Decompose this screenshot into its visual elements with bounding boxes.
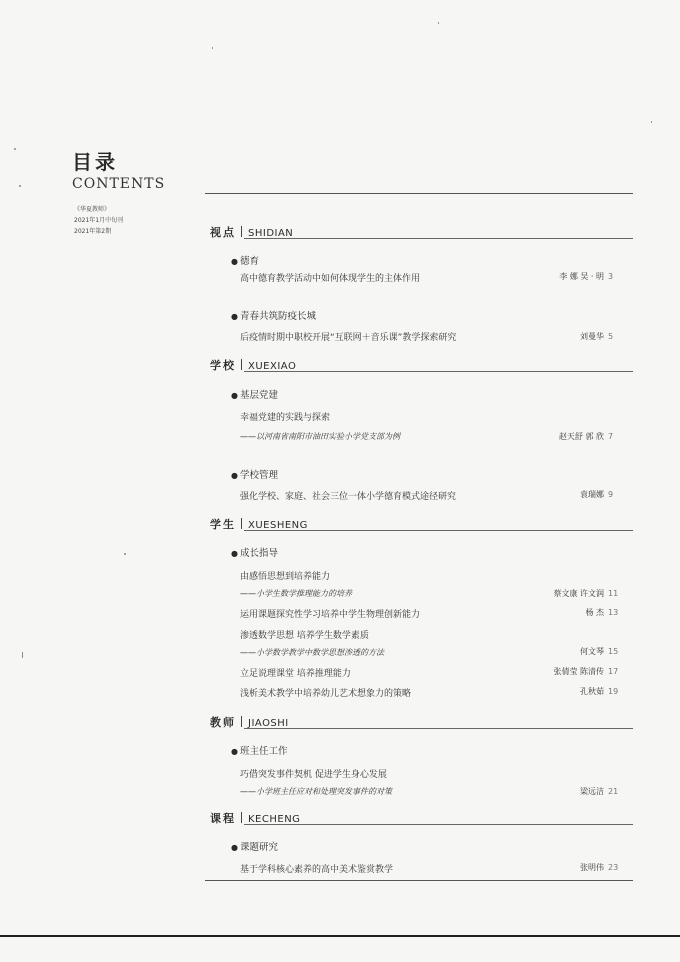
page-number: 5 <box>608 332 614 341</box>
section-name-cn: 教师 <box>210 716 236 729</box>
category-heading <box>231 545 278 559</box>
section-name-en: XUESHENG <box>248 520 308 531</box>
section-rule <box>244 238 633 239</box>
article-title[interactable]: 运用课题探究性学习培养中学生物理创新能力 <box>240 610 421 620</box>
issue-number: 2021年第2期 <box>74 228 112 235</box>
bullet-icon: ● <box>231 471 238 480</box>
bullet-icon: ● <box>231 312 238 321</box>
section-name-cn: 课程 <box>210 812 236 825</box>
article-author: 杨 杰 <box>585 608 604 617</box>
journal-name: 《华夏教师》 <box>74 206 111 213</box>
category-label: 德育 <box>239 256 259 267</box>
page-number: 21 <box>608 787 619 796</box>
article-title[interactable]: 高中德育教学活动中如何体现学生的主体作用 <box>240 274 421 284</box>
article-author: 何文琴 <box>580 647 604 656</box>
bullet-icon: ● <box>231 257 238 266</box>
bullet-icon: ● <box>231 549 238 558</box>
page-number: 9 <box>608 490 614 499</box>
article-title[interactable]: 后疫情时期中职校开展“互联网＋音乐课”教学探索研究 <box>240 333 457 343</box>
article-title[interactable]: 巧借突发事件契机 促进学生身心发展 <box>240 770 387 780</box>
article-author: 赵天舒 郭 欣 <box>558 432 604 441</box>
article-subtitle: ——小学生数学推理能力的培养 <box>240 589 352 598</box>
article-title[interactable]: 立足说理课堂 培养推理能力 <box>240 669 351 679</box>
section-name-en: SHIDIAN <box>248 228 294 239</box>
article-author: 孔秋茹 <box>580 687 604 696</box>
section-rule <box>244 530 633 531</box>
article-title[interactable]: 渗透数学思想 培养学生数学素质 <box>240 631 369 641</box>
page-number: 17 <box>608 667 619 676</box>
category-heading <box>231 839 278 853</box>
section-name-cn: 学生 <box>210 518 236 531</box>
section-bar <box>241 226 242 237</box>
bullet-icon: ● <box>231 391 238 400</box>
article-author: 梁远洁 <box>580 787 604 796</box>
scan-speck <box>212 47 213 49</box>
article-subtitle: ——小学班主任应对和处理突发事件的对策 <box>240 787 392 796</box>
section-name-cn: 学校 <box>210 359 236 372</box>
bottom-divider <box>205 880 633 881</box>
section-bar <box>241 716 242 727</box>
scan-speck <box>438 22 439 24</box>
section-bar <box>241 518 242 529</box>
section-bar <box>241 812 242 823</box>
section-rule <box>244 728 633 729</box>
category-label: 青春共筑防疫长城 <box>239 311 316 322</box>
section-name-en: KECHENG <box>248 814 301 825</box>
article-title[interactable]: 强化学校、家庭、社会三位一体小学德育模式途径研究 <box>240 492 457 502</box>
page-number: 19 <box>608 687 619 696</box>
category-label: 学校管理 <box>239 470 278 481</box>
article-title[interactable]: 由感悟思想到培养能力 <box>240 572 331 582</box>
section-rule <box>244 824 633 825</box>
section-name-en: XUEXIAO <box>248 361 297 372</box>
article-title[interactable]: 基于学科核心素养的高中美术鉴赏教学 <box>240 865 394 875</box>
scan-speck <box>651 121 652 123</box>
scan-speck <box>22 652 23 658</box>
page-number: 15 <box>608 647 619 656</box>
section-name-cn: 视点 <box>210 226 236 239</box>
article-title[interactable]: 幸福党建的实践与探索 <box>240 413 331 423</box>
category-heading <box>231 743 288 757</box>
bullet-icon: ● <box>231 843 238 852</box>
article-subtitle: ——以河南省南阳市油田实验小学党支部为例 <box>240 432 400 441</box>
article-author: 蔡文康 许文润 <box>553 589 604 598</box>
toc-subtitle: CONTENTS <box>72 176 166 192</box>
category-heading <box>231 253 259 267</box>
article-author: 张倩莹 陈清传 <box>553 667 604 676</box>
page-number: 11 <box>608 589 619 598</box>
article-author: 袁瑞娜 <box>580 490 604 499</box>
scan-speck <box>19 185 21 187</box>
category-label: 班主任工作 <box>239 746 288 757</box>
page-number: 7 <box>608 432 614 441</box>
section-rule <box>244 371 633 372</box>
category-label: 课题研究 <box>239 842 278 853</box>
page-number: 3 <box>608 272 614 281</box>
article-title[interactable]: 浅析美术教学中培养幼儿艺术想象力的策略 <box>240 689 412 699</box>
category-heading <box>231 308 316 322</box>
section-bar <box>241 359 242 370</box>
top-divider <box>205 193 633 194</box>
article-subtitle: ——小学数学教学中数学思想渗透的方法 <box>240 648 384 657</box>
category-heading <box>231 387 278 401</box>
issue-date: 2021年1月中旬刊 <box>74 217 124 224</box>
section-name-en: JIAOSHI <box>248 718 289 729</box>
article-author: 张明伟 <box>580 863 604 872</box>
article-author: 李 娜 吴 · 明 <box>559 272 604 281</box>
scan-speck <box>14 148 16 150</box>
page-number: 13 <box>608 608 619 617</box>
category-label: 基层党建 <box>239 390 278 401</box>
scan-edge-line <box>0 935 680 937</box>
category-label: 成长指导 <box>239 548 278 559</box>
article-author: 刘曼华 <box>580 332 604 341</box>
page-number: 23 <box>608 863 619 872</box>
bullet-icon: ● <box>231 747 238 756</box>
toc-title: 目录 <box>72 150 118 174</box>
category-heading <box>231 467 278 481</box>
scan-speck <box>124 553 126 555</box>
